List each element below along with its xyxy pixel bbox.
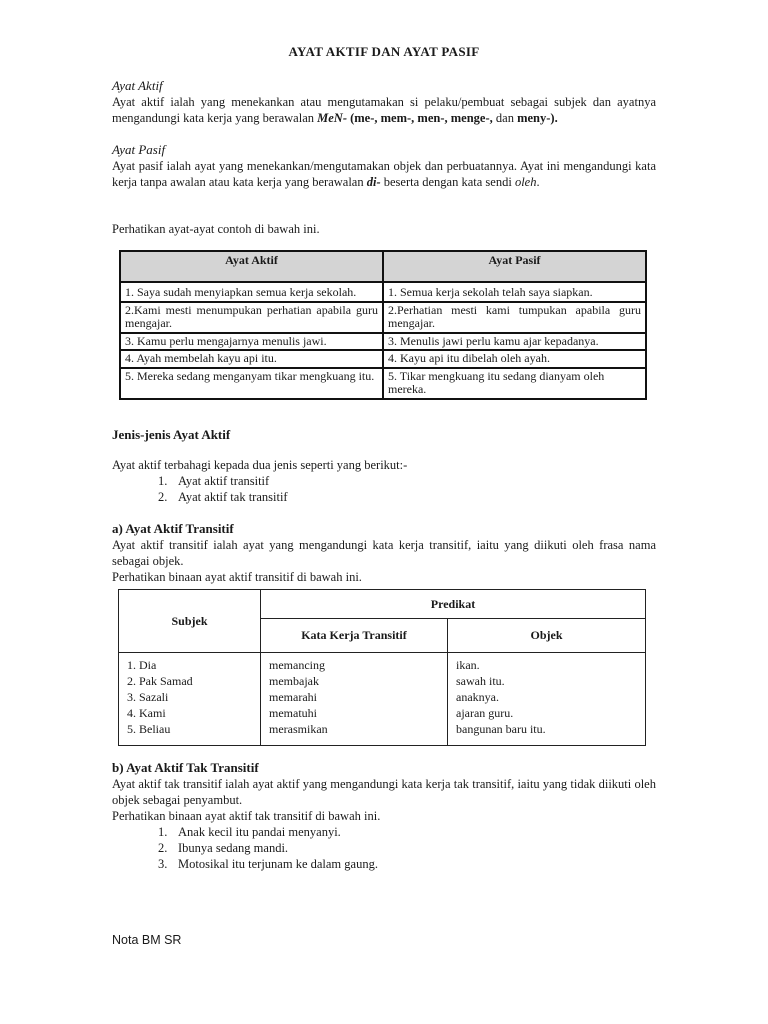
table-row: [120, 350, 646, 368]
tak-transitif-text: Ayat aktif tak transitif ialah ayat aktif yang mengandungi kata kerja tak transitif, iaitu yang tidak diikuti oleh objek sebagai penyambut.: [112, 777, 656, 807]
pasif-di: di-: [366, 175, 381, 189]
list-item-text: Ibunya sedang mandi.: [178, 841, 289, 855]
table-aktif-pasif: [119, 250, 647, 400]
table-cell: [120, 282, 383, 302]
pasif-oleh: oleh: [514, 175, 537, 189]
table-cell: 2.Kami mesti menumpukan perhatian apabila guru mengajar.: [120, 302, 383, 333]
header-objek: Objek: [448, 619, 646, 653]
table-cell: 4. Ayah membelah kayu api itu.: [120, 350, 383, 368]
table-cell: 3. Kamu perlu mengajarnya menulis jawi.: [120, 333, 383, 351]
heading-tak-transitif: b) Ayat Aktif Tak Transitif: [112, 760, 259, 775]
cell-text: ajaran guru.: [456, 706, 514, 720]
section-ayat-pasif: [112, 142, 656, 190]
list-item: 3. Motosikal itu terjunam ke dalam gaung.: [158, 857, 378, 871]
cell-text: bangunan baru itu.: [456, 722, 546, 736]
tak-transitif-intro: Perhatikan binaan ayat aktif tak transitif di bawah ini.: [112, 809, 381, 823]
subjek-cell: [119, 653, 261, 746]
aktif-text-1: Ayat aktif ialah yang menekankan atau mengutamakan si pelaku/pembuat sebagai subjek dan ayatnya mengandungi kata kerja yang berawalan: [112, 95, 656, 125]
pasif-end: .: [536, 175, 540, 189]
list-item: 2. Ibunya sedang mandi.: [158, 841, 289, 855]
table-cell: 5. Mereka sedang menganyam tikar mengkuang itu.: [120, 368, 383, 399]
list-item: 1. Anak kecil itu pandai menyanyi.: [158, 825, 341, 839]
table-cell: 3. Menulis jawi perlu kamu ajar kepadanya.: [383, 333, 646, 351]
table-transitif: [118, 589, 646, 746]
aktif-text-2: dan: [492, 111, 518, 125]
paragraph-ayat-pasif: [112, 158, 656, 190]
table-row: [120, 368, 646, 399]
kata-kerja-cell: [261, 653, 448, 746]
header-subjek: Subjek: [119, 590, 261, 653]
list-item-text: Ayat aktif transitif: [178, 474, 270, 488]
pasif-text-2: beserta dengan kata sendi: [380, 175, 515, 189]
table-cell: 1. Semua kerja sekolah telah saya siapkan.: [383, 282, 646, 302]
cell-text: memancing: [269, 658, 325, 672]
list-item: 1. Ayat aktif transitif: [158, 474, 270, 488]
pasif-text-1: Ayat pasif ialah ayat yang menekankan/mengutamakan objek dan perbuatannya. Ayat ini mengandungi kata kerja tanpa awalan atau kata kerja yang berawalan: [112, 159, 656, 189]
cell-text: 1. Saya sudah menyiapkan semua kerja sekolah.: [125, 285, 357, 299]
heading-ayat-pasif: Ayat Pasif: [112, 142, 166, 157]
list-item-text: Ayat aktif tak transitif: [178, 490, 288, 504]
cell-text: mematuhi: [269, 706, 317, 720]
section-transitif: [112, 521, 656, 585]
header-ayat-aktif: Ayat Aktif: [120, 251, 383, 282]
document-title: AYAT AKTIF DAN AYAT PASIF: [288, 44, 480, 59]
table-row: [120, 302, 646, 333]
cell-text: 3. Sazali: [127, 690, 169, 704]
cell-text: 2. Pak Samad: [127, 674, 193, 688]
header-kata-kerja: Kata Kerja Transitif: [261, 619, 448, 653]
table-cell: 4. Kayu api itu dibelah oleh ayah.: [383, 350, 646, 368]
cell-text: merasmikan: [269, 722, 328, 736]
jenis-text: Ayat aktif terbahagi kepada dua jenis seperti yang berikut:-: [112, 458, 408, 472]
list-item-text: Motosikal itu terjunam ke dalam gaung.: [178, 857, 378, 871]
table-cell: 2.Perhatian mesti kami tumpukan apabila guru mengajar.: [383, 302, 646, 333]
table-row: [119, 653, 646, 746]
objek-cell: [448, 653, 646, 746]
cell-text: memarahi: [269, 690, 317, 704]
cell-text: 4. Kami: [127, 706, 166, 720]
cell-text: 5. Beliau: [127, 722, 171, 736]
section-ayat-aktif: [112, 78, 656, 126]
cell-text: 1. Dia: [127, 658, 157, 672]
table-header-row: [120, 251, 646, 282]
paragraph-ayat-aktif: [112, 94, 656, 126]
heading-jenis: Jenis-jenis Ayat Aktif: [112, 427, 231, 442]
aktif-meny: meny-).: [517, 111, 558, 125]
jenis-list: [158, 473, 656, 505]
aktif-men: MeN-: [317, 111, 347, 125]
aktif-forms: (me-, mem-, men-, menge-,: [346, 111, 493, 125]
tak-transitif-list: [158, 824, 656, 872]
transitif-text: Ayat aktif transitif ialah ayat yang mengandungi kata kerja transitif, iaitu yang diikuti oleh frasa nama sebagai objek.: [112, 538, 656, 568]
transitif-intro: Perhatikan binaan ayat aktif transitif di bawah ini.: [112, 570, 362, 584]
list-item: 2. Ayat aktif tak transitif: [158, 490, 288, 504]
cell-text: ikan.: [456, 658, 480, 672]
section-jenis: [112, 427, 656, 505]
table-cell: 5. Tikar mengkuang itu sedang dianyam oleh mereka.: [383, 368, 646, 399]
table-row: [120, 282, 646, 302]
header-ayat-pasif: Ayat Pasif: [383, 251, 646, 282]
heading-transitif: a) Ayat Aktif Transitif: [112, 521, 234, 536]
list-item-text: Anak kecil itu pandai menyanyi.: [178, 825, 341, 839]
table-header-row: [119, 590, 646, 619]
intro-examples: Perhatikan ayat-ayat contoh di bawah ini.: [112, 222, 320, 236]
table-row: [120, 333, 646, 351]
cell-text: membajak: [269, 674, 319, 688]
header-predikat: Predikat: [261, 590, 646, 619]
cell-text: sawah itu.: [456, 674, 505, 688]
section-tak-transitif: [112, 760, 656, 872]
heading-ayat-aktif: Ayat Aktif: [112, 78, 163, 93]
cell-text: anaknya.: [456, 690, 499, 704]
page-footer: Nota BM SR: [112, 933, 182, 947]
